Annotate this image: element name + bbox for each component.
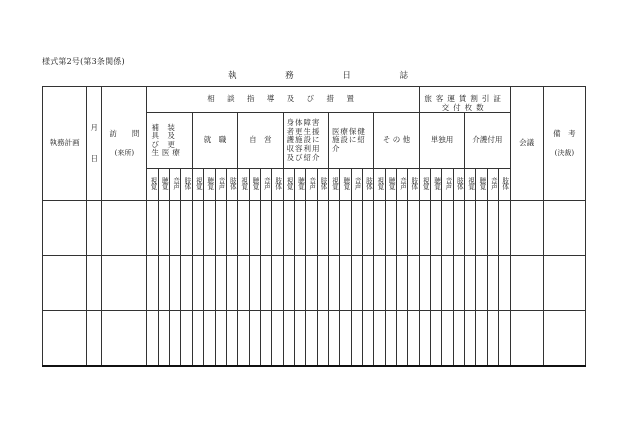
log-cell[interactable]: [408, 256, 419, 311]
log-cell[interactable]: [238, 256, 249, 311]
title-char: 日: [342, 71, 351, 81]
type-header-other: [374, 169, 385, 201]
log-cell[interactable]: [465, 256, 476, 311]
log-cell[interactable]: [476, 256, 487, 311]
log-cell[interactable]: [408, 311, 419, 366]
log-cell[interactable]: [170, 201, 181, 256]
log-cell[interactable]: [543, 201, 585, 256]
log-cell[interactable]: [385, 256, 396, 311]
type-header-self-employment: [238, 169, 249, 201]
disability-type-label: 聴覚: [296, 177, 305, 190]
header-notes: 備 考 (決裁): [543, 87, 585, 201]
type-header-facility-referral: [283, 169, 294, 201]
log-cell[interactable]: [102, 311, 147, 366]
type-header-fare-solo: [453, 169, 464, 201]
log-cell[interactable]: [215, 311, 226, 366]
log-cell[interactable]: [340, 201, 351, 256]
log-cell[interactable]: [510, 256, 543, 311]
log-row: [43, 256, 586, 311]
disability-type-label: 聴覚: [341, 177, 350, 190]
type-header-self-employment: [249, 169, 260, 201]
log-cell[interactable]: [170, 256, 181, 311]
log-row: [43, 311, 586, 366]
log-cell[interactable]: [87, 256, 102, 311]
disability-type-label: 視覚: [375, 177, 384, 190]
type-header-self-employment: [260, 169, 271, 201]
disability-type-label: 視覚: [421, 177, 430, 190]
log-cell[interactable]: [87, 311, 102, 366]
log-cell[interactable]: [272, 256, 283, 311]
log-cell[interactable]: [476, 201, 487, 256]
log-cell[interactable]: [362, 256, 373, 311]
disability-type-label: 音声: [171, 177, 180, 190]
log-cell[interactable]: [158, 201, 169, 256]
log-cell[interactable]: [397, 311, 408, 366]
log-cell[interactable]: [442, 201, 453, 256]
title-char: 誌: [399, 71, 408, 81]
log-cell[interactable]: [238, 311, 249, 366]
disability-type-label: 聴覚: [387, 177, 396, 190]
log-cell[interactable]: [260, 256, 271, 311]
log-cell[interactable]: [158, 256, 169, 311]
log-cell[interactable]: [476, 311, 487, 366]
log-cell[interactable]: [43, 201, 87, 256]
type-header-facility-referral: [306, 169, 317, 201]
log-cell[interactable]: [43, 256, 87, 311]
disability-type-label: 聴覚: [205, 177, 214, 190]
log-cell[interactable]: [43, 311, 87, 366]
header-fare-solo: 単独用: [419, 113, 464, 169]
disability-type-label: 音声: [216, 177, 225, 190]
type-header-fare-solo: [442, 169, 453, 201]
disability-type-label: 音声: [489, 177, 498, 190]
disability-type-label: 視覚: [330, 177, 339, 190]
type-header-employment: [192, 169, 203, 201]
log-cell[interactable]: [328, 256, 339, 311]
log-cell[interactable]: [374, 201, 385, 256]
header-prosthetics: 補 装 具 及 び 更生医療: [147, 113, 192, 169]
header-meeting: 会議: [510, 87, 543, 201]
log-cell[interactable]: [431, 311, 442, 366]
log-cell[interactable]: [419, 311, 430, 366]
log-cell[interactable]: [204, 311, 215, 366]
log-cell[interactable]: [158, 311, 169, 366]
type-header-prosthetics: [181, 169, 192, 201]
log-cell[interactable]: [87, 201, 102, 256]
log-cell[interactable]: [351, 256, 362, 311]
log-cell[interactable]: [147, 311, 158, 366]
log-cell[interactable]: [249, 201, 260, 256]
log-cell[interactable]: [249, 256, 260, 311]
log-cell[interactable]: [499, 311, 510, 366]
log-cell[interactable]: [181, 311, 192, 366]
log-cell[interactable]: [431, 201, 442, 256]
log-cell[interactable]: [499, 201, 510, 256]
type-header-other: [408, 169, 419, 201]
disability-type-label: 音声: [443, 177, 452, 190]
log-cell[interactable]: [192, 201, 203, 256]
disability-type-label: 肢体: [364, 177, 373, 190]
log-cell[interactable]: [374, 256, 385, 311]
log-cell[interactable]: [453, 256, 464, 311]
disability-type-label: 聴覚: [432, 177, 441, 190]
log-row: [43, 201, 586, 256]
title-char: 務: [285, 71, 294, 81]
log-cell[interactable]: [419, 256, 430, 311]
disability-type-label: 肢体: [228, 177, 237, 190]
log-cell[interactable]: [442, 311, 453, 366]
header-fare-with-caregiver: 介護付用: [465, 113, 510, 169]
log-cell[interactable]: [317, 201, 328, 256]
log-cell[interactable]: [170, 311, 181, 366]
disability-type-label: 肢体: [409, 177, 418, 190]
disability-type-label: 聴覚: [477, 177, 486, 190]
disability-type-label: 肢体: [273, 177, 282, 190]
log-cell[interactable]: [272, 201, 283, 256]
disability-type-label: 肢体: [500, 177, 509, 190]
log-cell[interactable]: [328, 201, 339, 256]
log-cell[interactable]: [181, 201, 192, 256]
log-cell[interactable]: [317, 311, 328, 366]
type-header-medical-referral: [351, 169, 362, 201]
type-header-employment: [215, 169, 226, 201]
log-cell[interactable]: [204, 256, 215, 311]
log-cell[interactable]: [408, 201, 419, 256]
title-char: 執: [228, 71, 237, 81]
log-cell[interactable]: [283, 311, 294, 366]
log-cell[interactable]: [226, 201, 237, 256]
log-cell[interactable]: [487, 201, 498, 256]
log-cell[interactable]: [385, 201, 396, 256]
type-header-employment: [226, 169, 237, 201]
log-cell[interactable]: [453, 201, 464, 256]
header-mission-plan: 執務計画: [43, 87, 87, 201]
type-header-employment: [204, 169, 215, 201]
log-cell[interactable]: [294, 256, 305, 311]
log-cell[interactable]: [260, 201, 271, 256]
header-employment: 就 職: [192, 113, 237, 169]
header-fare-discount: 旅客運賃割引証交付枚数: [419, 87, 510, 113]
log-cell[interactable]: [351, 201, 362, 256]
header-self-employment: 自 営: [238, 113, 283, 169]
type-header-prosthetics: [170, 169, 181, 201]
log-cell[interactable]: [362, 201, 373, 256]
log-cell[interactable]: [192, 256, 203, 311]
log-cell[interactable]: [306, 311, 317, 366]
log-cell[interactable]: [328, 311, 339, 366]
log-cell[interactable]: [442, 256, 453, 311]
log-cell[interactable]: [510, 201, 543, 256]
log-cell[interactable]: [374, 311, 385, 366]
type-header-prosthetics: [147, 169, 158, 201]
log-cell[interactable]: [283, 201, 294, 256]
disability-type-label: 音声: [398, 177, 407, 190]
log-cell[interactable]: [249, 311, 260, 366]
disability-type-label: 肢体: [455, 177, 464, 190]
log-cell[interactable]: [272, 311, 283, 366]
disability-type-label: 視覚: [194, 177, 203, 190]
log-cell[interactable]: [431, 256, 442, 311]
log-cell[interactable]: [215, 201, 226, 256]
log-cell[interactable]: [543, 311, 585, 366]
type-header-fare-solo: [419, 169, 430, 201]
log-cell[interactable]: [204, 201, 215, 256]
log-cell[interactable]: [362, 311, 373, 366]
log-cell[interactable]: [192, 311, 203, 366]
log-cell[interactable]: [465, 311, 476, 366]
type-header-other: [385, 169, 396, 201]
type-header-other: [397, 169, 408, 201]
type-header-medical-referral: [328, 169, 339, 201]
type-header-fare-solo: [431, 169, 442, 201]
log-cell[interactable]: [102, 201, 147, 256]
type-header-medical-referral: [340, 169, 351, 201]
log-cell[interactable]: [102, 256, 147, 311]
type-header-fare-with-caregiver: [476, 169, 487, 201]
log-cell[interactable]: [487, 256, 498, 311]
header-facility-referral: 身体障害者更生援護施設に収容利用及び紹介: [283, 113, 328, 169]
log-cell[interactable]: [215, 256, 226, 311]
log-cell[interactable]: [294, 311, 305, 366]
disability-type-label: 音声: [262, 177, 271, 190]
disability-type-label: 肢体: [182, 177, 191, 190]
log-cell[interactable]: [226, 256, 237, 311]
log-cell[interactable]: [181, 256, 192, 311]
log-cell[interactable]: [226, 311, 237, 366]
log-cell[interactable]: [260, 311, 271, 366]
log-cell[interactable]: [453, 311, 464, 366]
header-medical-referral: 医療保健施設に紹介: [328, 113, 373, 169]
header-month: 月: [90, 123, 98, 132]
type-header-prosthetics: [158, 169, 169, 201]
log-cell[interactable]: [306, 201, 317, 256]
header-day: 日: [90, 153, 98, 163]
header-other: そ の 他: [374, 113, 419, 169]
log-cell[interactable]: [147, 201, 158, 256]
header-visit-sub: (来所): [114, 148, 135, 157]
log-cell[interactable]: [543, 256, 585, 311]
log-cell[interactable]: [294, 201, 305, 256]
header-month-day: [87, 87, 102, 201]
disability-type-label: 視覚: [285, 177, 294, 190]
log-cell[interactable]: [306, 256, 317, 311]
log-cell[interactable]: [397, 201, 408, 256]
document-title: [228, 69, 408, 81]
type-header-medical-referral: [362, 169, 373, 201]
log-cell[interactable]: [351, 311, 362, 366]
header-visit: 訪 問 (来所): [102, 87, 147, 201]
log-cell[interactable]: [487, 311, 498, 366]
type-header-self-employment: [272, 169, 283, 201]
type-header-facility-referral: [317, 169, 328, 201]
disability-type-label: 肢体: [319, 177, 328, 190]
log-cell[interactable]: [465, 201, 476, 256]
header-notes-sub: (決裁): [554, 148, 575, 157]
type-header-fare-with-caregiver: [465, 169, 476, 201]
disability-type-label: 視覚: [148, 177, 157, 190]
type-header-fare-with-caregiver: [499, 169, 510, 201]
log-cell[interactable]: [238, 201, 249, 256]
disability-type-label: 聴覚: [160, 177, 169, 190]
log-cell[interactable]: [283, 256, 294, 311]
type-header-facility-referral: [294, 169, 305, 201]
log-cell[interactable]: [340, 311, 351, 366]
disability-type-label: 音声: [353, 177, 362, 190]
log-cell[interactable]: [499, 256, 510, 311]
log-cell[interactable]: [419, 201, 430, 256]
log-cell[interactable]: [385, 311, 396, 366]
type-header-fare-with-caregiver: [487, 169, 498, 201]
disability-type-label: 視覚: [239, 177, 248, 190]
work-log-grid: [42, 86, 586, 367]
log-cell[interactable]: [317, 256, 328, 311]
disability-type-label: 聴覚: [251, 177, 259, 190]
header-consultation: 相 談 指 導 及 び 措 置: [147, 87, 419, 113]
log-cell[interactable]: [397, 256, 408, 311]
disability-type-label: 音声: [307, 177, 316, 190]
form-number-label: 様式第2号(第3条関係): [42, 57, 125, 66]
log-cell[interactable]: [147, 256, 158, 311]
log-cell[interactable]: [340, 256, 351, 311]
disability-type-label: 視覚: [466, 177, 475, 190]
log-cell[interactable]: [510, 311, 543, 366]
